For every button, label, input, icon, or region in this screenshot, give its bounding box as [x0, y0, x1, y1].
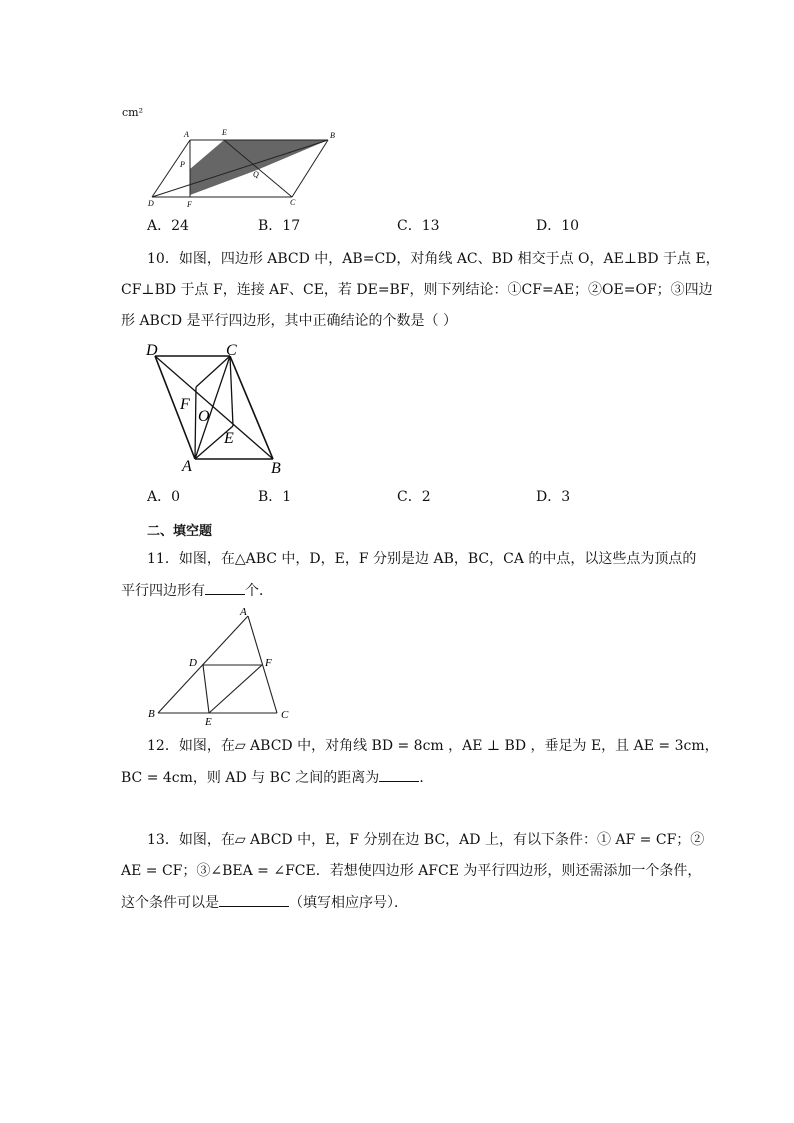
q9-figure [140, 126, 350, 212]
q11-answer-blank[interactable] [205, 580, 245, 595]
q9-label-e: E [222, 128, 227, 137]
q11-label-e: E [205, 716, 212, 726]
q9-shaded-region [190, 140, 328, 195]
q9-label-a: A [184, 130, 189, 139]
q13-line3-prefix: 这个条件可以是 [121, 895, 219, 911]
q10-option-c: C．2 [397, 489, 431, 505]
q10-label-o: O [198, 408, 210, 425]
q13-answer-blank[interactable] [219, 892, 289, 907]
q11-line1: 11．如图，在△ABC 中，D，E，F 分别是边 AB，BC，CA 的中点，以这些点为顶点的 [147, 551, 697, 567]
q10-label-a: A [182, 458, 192, 475]
q9-label-p: P [180, 160, 185, 169]
q10-option-a: A．0 [147, 489, 181, 505]
q9-label-c: C [290, 198, 296, 207]
q12-line2 [121, 767, 433, 788]
q10-label-e: E [224, 430, 234, 447]
q9-option-a: A．24 [147, 218, 189, 234]
q9-label-b: B [330, 131, 335, 140]
q13-line2: AE = CF；③∠BEA = ∠FCE．若想使四边形 AFCE 为平行四边形，则还需添加一个条件， [121, 863, 702, 879]
q9-label-q: Q [253, 170, 259, 179]
q12-line2-suffix: ． [419, 770, 434, 786]
unit-fragment: cm² [122, 106, 144, 119]
q11-line2-suffix: 个． [245, 583, 273, 599]
q12-answer-blank[interactable] [379, 767, 419, 782]
q11-label-b: B [148, 708, 155, 720]
q10-line2: CF⊥BD 于点 F，连接 AF、CE，若 DE=BF，则下列结论：①CF=AE；②OE=OF；③四边 [121, 282, 713, 298]
q11-line2 [121, 580, 273, 601]
q10-label-c: C [226, 342, 237, 359]
q10-line3: 形 ABCD 是平行四边形，其中正确结论的个数是（ ） [121, 313, 457, 329]
q13-line1: 13．如图，在▱ ABCD 中，E，F 分别在边 BC，AD 上，有以下条件：① AF = CF；② [147, 832, 705, 848]
q9-option-c: C．13 [397, 218, 440, 234]
q11-label-d: D [189, 657, 197, 669]
q10-label-b: B [271, 460, 281, 477]
q9-label-f: F [187, 200, 192, 209]
q10-figure [140, 336, 300, 478]
section-title: 二、填空题 [147, 524, 213, 539]
q10-label-f: F [180, 396, 190, 413]
q12-line1: 12．如图，在▱ ABCD 中，对角线 BD = 8cm ，AE ⊥ BD ，垂足为 E，且 AE = 3cm， [147, 738, 719, 754]
q10-line1: 10．如图，四边形 ABCD 中，AB=CD，对角线 AC、BD 相交于点 O，AE⊥BD 于点 E， [147, 251, 720, 267]
q11-label-a: A [240, 606, 247, 618]
q11-line2-prefix: 平行四边形有 [121, 583, 205, 599]
q10-label-d: D [146, 342, 158, 359]
q13-line3-suffix: （填写相应序号）． [289, 895, 408, 911]
q9-option-d: D．10 [536, 218, 580, 234]
q13-line3 [121, 892, 408, 913]
q11-label-f: F [265, 657, 272, 669]
q9-option-b: B．17 [258, 218, 301, 234]
q10-option-b: B．1 [258, 489, 292, 505]
q11-figure [144, 604, 294, 726]
q10-option-d: D．3 [536, 489, 571, 505]
q9-label-d: D [148, 199, 154, 208]
q11-label-c: C [281, 709, 289, 721]
q12-line2-prefix: BC = 4cm，则 AD 与 BC 之间的距离为 [121, 770, 380, 786]
